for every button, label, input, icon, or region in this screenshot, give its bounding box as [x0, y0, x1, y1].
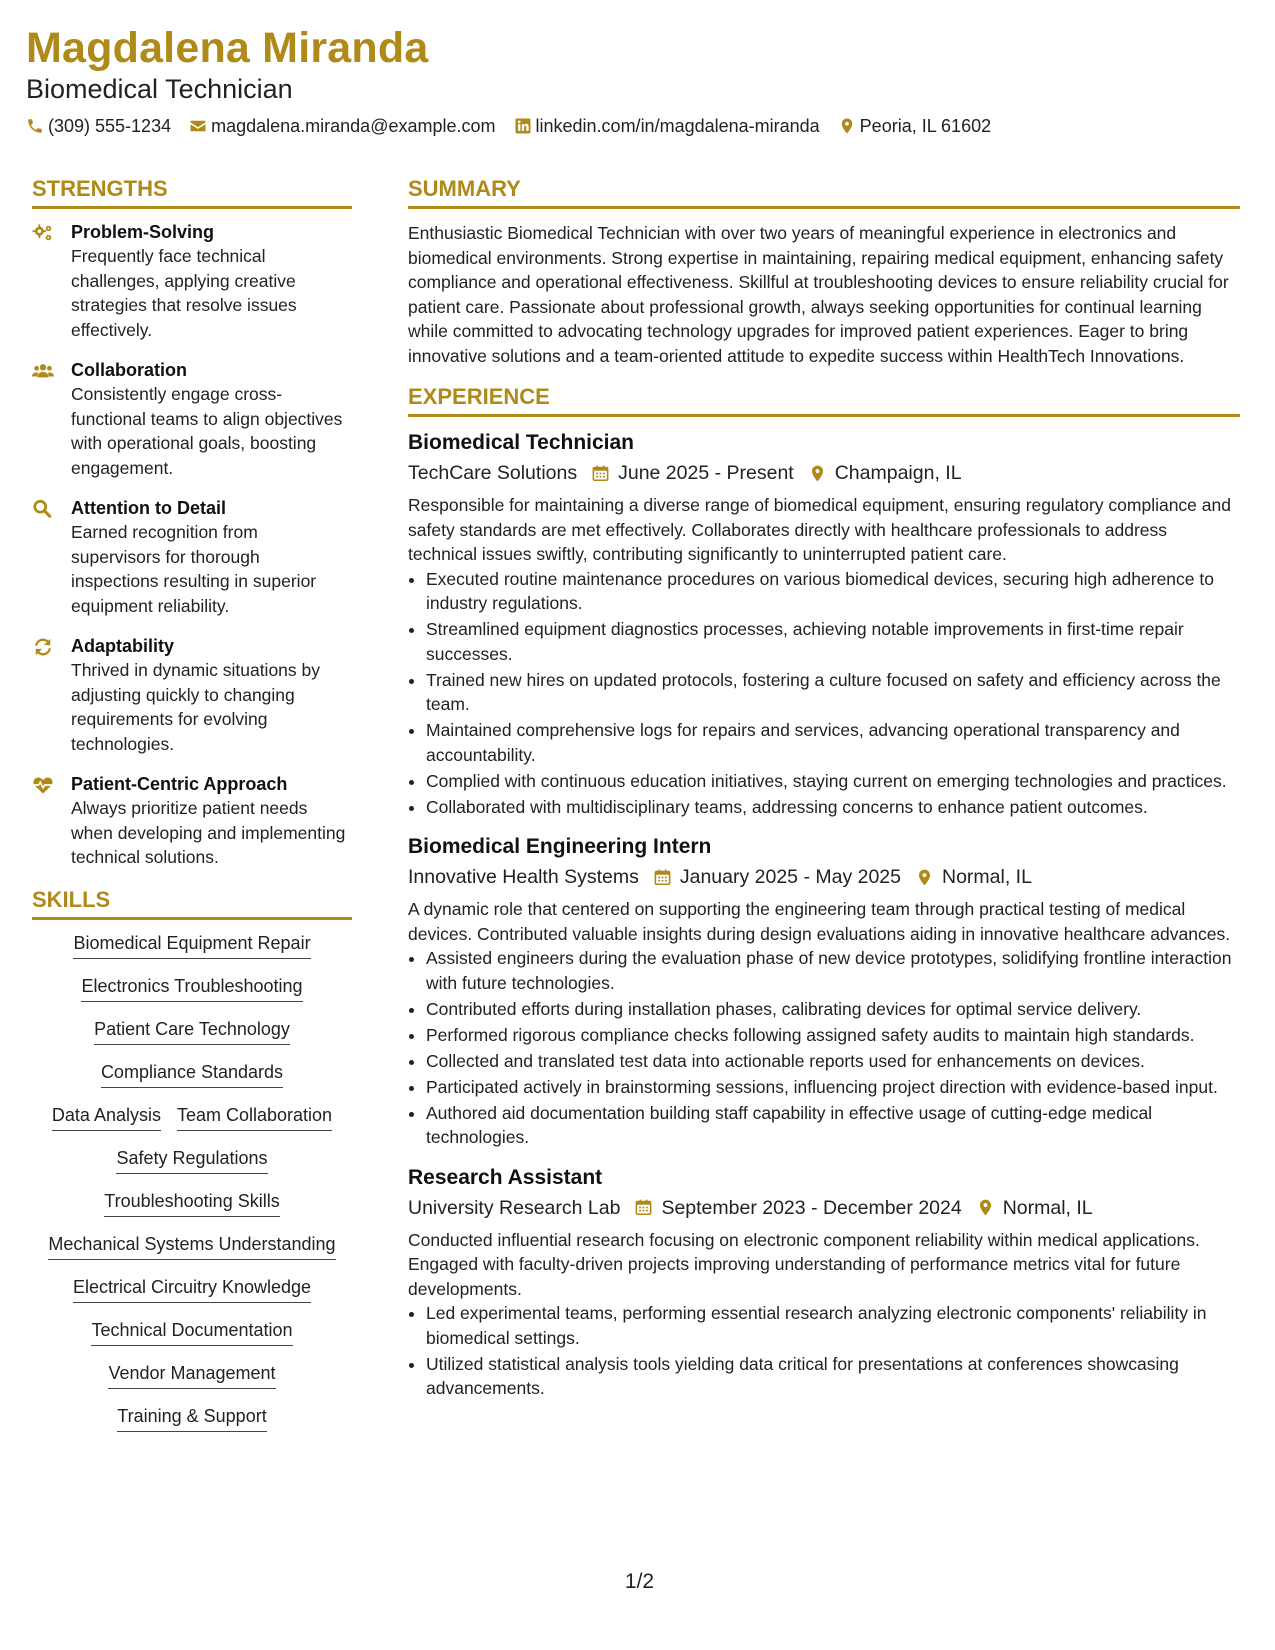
strength-desc: Always prioritize patient needs when developing and implementing technical solutions.	[71, 798, 346, 867]
job-description: A dynamic role that centered on supporting the engineering team through practical testing of medical devices. Contributed valuable insights during design evaluations aiding in innovative healthcare advances.	[408, 899, 1231, 944]
bullet-item: • Authored aid documentation building staff capability in effective usage of cutting-edge medical technologies.	[426, 1101, 1240, 1150]
magnifier-icon	[32, 499, 54, 519]
map-pin-icon	[976, 1198, 995, 1217]
job-title: Biomedical Engineering Intern	[408, 835, 712, 858]
job-dates: September 2023 - December 2024	[661, 1196, 962, 1219]
strength-title: Patient-Centric Approach	[71, 774, 288, 794]
bullet-item: • Complied with continuous education initiatives, staying current on emerging technologies and practices.	[426, 769, 1240, 794]
map-pin-icon	[808, 464, 827, 483]
skill-tag: Data Analysis	[52, 1104, 161, 1131]
bullet-item: • Participated actively in brainstorming sessions, influencing project direction with evidence-based input.	[426, 1075, 1240, 1100]
job-meta	[408, 457, 1240, 489]
strength-desc: Frequently face technical challenges, applying creative strategies that resolve issues effectively.	[71, 246, 297, 340]
bullet-item: • Executed routine maintenance procedures on various biomedical devices, securing high adherence to industry regulations.	[426, 567, 1240, 616]
job-location: Normal, IL	[1002, 1196, 1093, 1219]
calendar-icon	[591, 464, 610, 483]
job-meta	[408, 861, 1240, 893]
bullet-item: • Utilized statistical analysis tools yielding data critical for presentations at conferences showcasing advancements.	[426, 1352, 1240, 1401]
strengths-heading: STRENGTHS	[32, 176, 352, 209]
strength-title: Collaboration	[71, 360, 187, 380]
summary-text: Enthusiastic Biomedical Technician with over two years of meaningful experience in electronics and biomedical environments. Strong expertise in maintaining, repairing medical equipment, enhancing safety compliance and operational effectiveness. Skillful at troubleshooting devices to ensure reliability crucial for patient care. Passionate about professional growth, always seeking opportunities for continual learning while committed to advocating technology upgrades for improved patient experiences. Eager to bring innovative solutions and a team-oriented attitude to expedite success within HealthTech Innovations.	[408, 223, 1229, 366]
envelope-icon	[189, 117, 207, 135]
location-text: Peoria, IL 61602	[859, 115, 992, 136]
strength-desc: Consistently engage cross-functional teams to align objectives with operational goals, boosting engagement.	[71, 384, 343, 478]
strength-title: Adaptability	[71, 636, 175, 656]
job-entry	[408, 833, 1240, 1150]
job-bullets	[408, 1301, 1240, 1401]
bullet-item: • Trained new hires on updated protocols, fostering a culture focused on safety and efficiency across the team.	[426, 668, 1240, 717]
job-dates: January 2025 - May 2025	[679, 866, 901, 888]
phone-icon	[26, 117, 44, 135]
skill-tag: Patient Care Technology	[94, 1018, 290, 1045]
gears-icon	[32, 223, 54, 243]
skills-heading: SKILLS	[32, 887, 352, 920]
strength-item	[32, 497, 352, 618]
bullet-item: • Assisted engineers during the evaluation phase of new device prototypes, solidifying frontline interaction with future technologies.	[426, 946, 1240, 995]
job-meta	[408, 1192, 1240, 1224]
right-column	[408, 176, 1240, 1415]
bullet-item: • Contributed efforts during installation phases, calibrating devices for optimal service delivery.	[426, 997, 1240, 1022]
page-number	[0, 1570, 1275, 1594]
skill-tag: Safety Regulations	[116, 1147, 267, 1174]
job-company: TechCare Solutions	[408, 462, 578, 484]
skills-list	[32, 932, 352, 1432]
linkedin-icon	[514, 117, 532, 135]
skill-tag: Vendor Management	[108, 1362, 275, 1389]
sync-icon	[32, 637, 54, 657]
skill-tag: Electrical Circuitry Knowledge	[73, 1276, 311, 1303]
skill-tag: Mechanical Systems Understanding	[48, 1233, 335, 1260]
linkedin-text[interactable]: linkedin.com/in/magdalena-miranda	[535, 115, 820, 136]
skill-tag: Troubleshooting Skills	[104, 1190, 279, 1217]
email-text[interactable]: magdalena.miranda@example.com	[211, 115, 496, 136]
phone-text: (309) 555-1234	[48, 115, 172, 136]
candidate-name: Magdalena Miranda	[26, 24, 429, 72]
bullet-item: • Collaborated with multidisciplinary teams, addressing concerns to enhance patient outcomes.	[426, 795, 1240, 820]
experience-heading: EXPERIENCE	[408, 384, 1240, 417]
bullet-item: • Streamlined equipment diagnostics processes, achieving notable improvements in first-time repair successes.	[426, 617, 1240, 666]
skill-tag: Biomedical Equipment Repair	[73, 932, 310, 959]
calendar-icon	[634, 1198, 653, 1217]
job-title: Research Assistant	[408, 1165, 603, 1189]
left-column	[32, 176, 352, 1448]
candidate-title: Biomedical Technician	[26, 74, 293, 104]
skill-tag: Technical Documentation	[91, 1319, 292, 1346]
bullet-item: • Led experimental teams, performing essential research analyzing electronic components' reliability in biomedical settings.	[426, 1301, 1240, 1350]
map-pin-icon	[915, 868, 934, 887]
contact-linkedin	[514, 116, 820, 137]
job-bullets	[408, 567, 1240, 820]
contact-phone	[26, 116, 171, 137]
calendar-icon	[653, 868, 672, 887]
users-icon	[32, 361, 54, 381]
contact-location	[838, 116, 991, 137]
job-dates: June 2025 - Present	[618, 462, 794, 484]
strength-title: Attention to Detail	[71, 498, 226, 518]
contact-email	[189, 116, 495, 137]
contact-bar	[26, 113, 1009, 139]
bullet-item: • Collected and translated test data into actionable reports used for enhancements on devices.	[426, 1049, 1240, 1074]
job-entry	[408, 1164, 1240, 1401]
job-location: Champaign, IL	[834, 462, 962, 484]
job-title: Biomedical Technician	[408, 431, 635, 454]
bullet-item: • Maintained comprehensive logs for repairs and services, advancing operational transparency and accountability.	[426, 718, 1240, 767]
job-location: Normal, IL	[942, 866, 1032, 888]
job-bullets	[408, 946, 1240, 1150]
strength-item	[32, 221, 352, 342]
heartbeat-icon	[32, 775, 54, 795]
job-entry	[408, 429, 1240, 819]
job-description: Conducted influential research focusing on electronic component reliability within medical applications. Engaged with faculty-driven projects improving understanding of performance metrics vital for future developments.	[408, 1229, 1200, 1299]
strength-item	[32, 635, 352, 756]
strength-item	[32, 359, 352, 480]
job-description: Responsible for maintaining a diverse range of biomedical equipment, ensuring regulatory compliance and safety standards are met effectively. Collaborates directly with healthcare professionals to address technical issues swiftly, contributing significantly to uninterrupted patient care.	[408, 495, 1231, 564]
strength-desc: Thrived in dynamic situations by adjusting quickly to changing requirements for evolving technologies.	[71, 660, 320, 754]
page-number-text: 1/2	[624, 1570, 655, 1593]
strength-title: Problem-Solving	[71, 222, 215, 242]
strength-item	[32, 773, 352, 870]
skill-tag: Training & Support	[117, 1405, 266, 1432]
skill-tag: Electronics Troubleshooting	[81, 975, 302, 1002]
job-company: Innovative Health Systems	[408, 866, 639, 888]
strength-desc: Earned recognition from supervisors for thorough inspections resulting in superior equipment reliability.	[71, 522, 317, 616]
skill-tag: Compliance Standards	[101, 1061, 283, 1088]
skill-tag: Team Collaboration	[177, 1104, 332, 1131]
job-company: University Research Lab	[408, 1196, 621, 1219]
bullet-item: • Performed rigorous compliance checks following assigned safety audits to maintain high standards.	[426, 1023, 1240, 1048]
summary-heading: SUMMARY	[408, 176, 1240, 209]
map-pin-icon	[838, 117, 856, 135]
